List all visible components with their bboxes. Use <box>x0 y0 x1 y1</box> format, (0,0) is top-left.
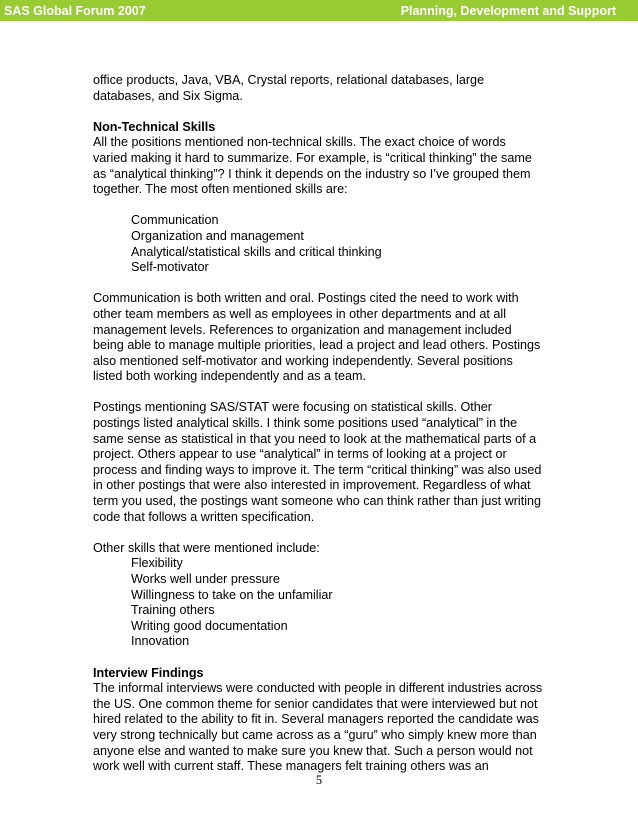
other-skills-intro: Other skills that were mentioned include: <box>93 540 320 555</box>
statistics-line: project. Others appear to use “analytical” in terms of looking at a project or <box>93 447 507 462</box>
statistics-line: code that follows a written specification. <box>93 509 315 524</box>
statistics-line: Postings mentioning SAS/STAT were focusing on statistical skills. Other <box>93 400 492 415</box>
page-number: 5 <box>315 773 323 787</box>
section-title: Planning, Development and Support <box>400 3 616 18</box>
other-skills-item: Writing good documentation <box>131 618 288 633</box>
statistics-line: term you used, the postings want someone who can think rather than just writing <box>93 494 542 509</box>
skills-list-item: Self-motivator <box>131 260 209 275</box>
other-skills-item: Flexibility <box>131 556 183 571</box>
intro-line: databases, and Six Sigma. <box>93 88 243 103</box>
interview-heading: Interview Findings <box>93 665 204 680</box>
communication-line: Communication is both written and oral. Postings cited the need to work with <box>93 291 519 306</box>
statistics-line: process and finding ways to improve it. The term “critical thinking” was also used <box>93 462 542 477</box>
interview-line: The informal interviews were conducted with people in different industries across <box>93 681 543 696</box>
nontech-line: together. The most often mentioned skills are: <box>93 182 348 197</box>
interview-line: very strong technically but came across as a “guru” who simply knew more than <box>93 727 537 742</box>
communication-line: being able to manage multiple priorities, lead a project and lead others. Postings <box>93 338 541 353</box>
communication-line: management levels. References to organization and management included <box>93 322 512 337</box>
nontech-line: varied making it hard to summarize. For example, is “critical thinking” the same <box>93 150 532 165</box>
page-body <box>93 73 553 775</box>
running-header <box>0 0 638 21</box>
skills-list-item: Organization and management <box>131 228 304 243</box>
communication-line: other team members as well as employees in other departments and at all <box>93 306 506 321</box>
interview-line: the US. One common theme for senior candidates that were interviewed but not <box>93 696 538 711</box>
interview-line: work well with current staff. These managers felt training others was an <box>93 759 489 774</box>
other-skills-item: Willingness to take on the unfamiliar <box>131 587 333 602</box>
conference-title: SAS Global Forum 2007 <box>4 3 146 18</box>
statistics-line: postings listed analytical skills. I think some positions used “analytical” in the <box>93 416 518 431</box>
interview-line: anyone else and wanted to make sure you knew that. Such a person would not <box>93 743 533 758</box>
skills-list-item: Communication <box>131 213 219 228</box>
communication-line: also mentioned self-motivator and working independently. Several positions <box>93 353 513 368</box>
interview-line: hired related to the ability to fit in. Several managers reported the candidate was <box>93 712 539 727</box>
other-skills-item: Works well under pressure <box>131 572 280 586</box>
nontech-line: All the positions mentioned non-technical skills. The exact choice of words <box>93 135 506 150</box>
statistics-line: in other postings that were also interested in improvement. Regardless of what <box>93 478 531 493</box>
nontech-heading: Non-Technical Skills <box>93 119 216 134</box>
nontech-line: as “analytical thinking”? I think it depends on the industry so I’ve grouped them <box>93 166 531 181</box>
statistics-line: same sense as statistical in that you need to look at the mathematical parts of a <box>93 431 537 446</box>
communication-line: listed both working independently and as a team. <box>93 369 367 384</box>
other-skills-item: Innovation <box>131 634 190 649</box>
other-skills-item: Training others <box>131 603 215 618</box>
intro-line: office products, Java, VBA, Crystal reports, relational databases, large <box>93 73 485 87</box>
skills-list-item: Analytical/statistical skills and critical thinking <box>131 244 382 259</box>
